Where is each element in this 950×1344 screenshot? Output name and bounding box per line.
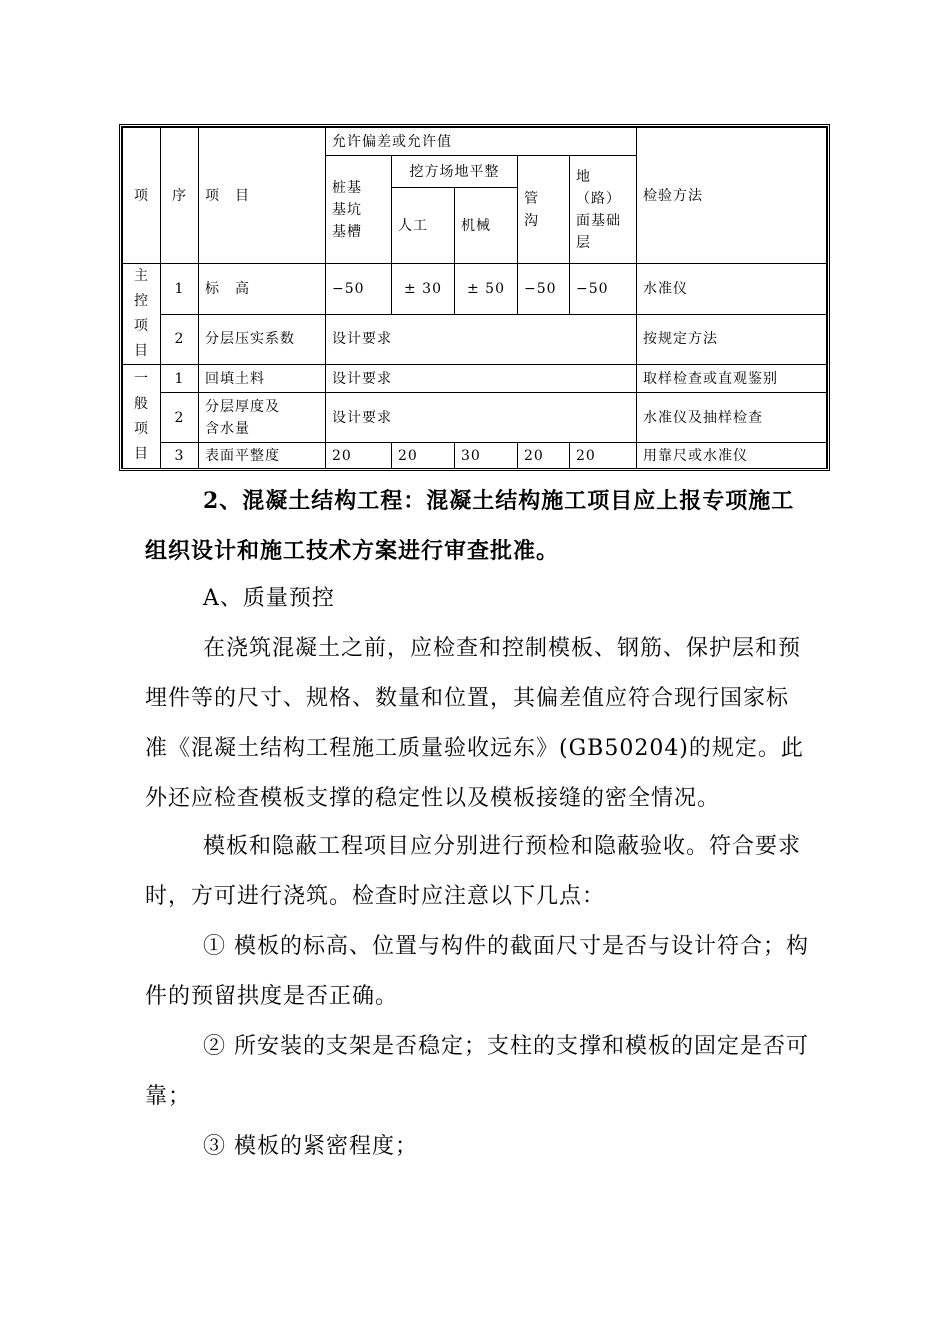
section-heading: 2、混凝土结构工程：混凝土结构施工项目应上报专项施工组织设计和施工技术方案进行审查批准。 xyxy=(145,488,795,564)
cell-machine: ± 50 xyxy=(455,264,518,315)
cell-method: 按规定方法 xyxy=(637,314,827,365)
inspection-table xyxy=(122,127,827,469)
header-project: 项 目 xyxy=(199,128,326,264)
row-item: 回填土料 xyxy=(199,365,326,393)
row-seq: 2 xyxy=(161,393,199,443)
list-item-3: ③ 模板的紧密程度； xyxy=(203,1134,418,1159)
table-header-row xyxy=(123,128,827,156)
cell-merged-requirement: 设计要求 xyxy=(326,314,637,365)
row-item: 表面平整度 xyxy=(199,443,326,469)
header-tolerance-group: 允许偏差或允许值 xyxy=(326,128,637,156)
header-item: 项 xyxy=(123,128,161,264)
cell-pile: −50 xyxy=(326,264,392,315)
cell-merged-requirement: 设计要求 xyxy=(326,393,637,443)
cell-method: 取样检查或直观鉴别 xyxy=(637,365,827,393)
row-seq: 1 xyxy=(161,365,199,393)
cell-method: 水准仪及抽样检查 xyxy=(637,393,827,443)
row-seq: 2 xyxy=(161,314,199,365)
table-row xyxy=(123,443,827,469)
subheading: A、质量预控 xyxy=(203,586,335,611)
cell-method: 用靠尺或水准仪 xyxy=(637,443,827,469)
header-machine: 机械 xyxy=(455,188,518,264)
cell-road: 20 xyxy=(570,443,637,469)
header-pipe-trench: 管 沟 xyxy=(518,156,570,264)
row-seq: 1 xyxy=(161,264,199,315)
inspection-table-frame xyxy=(119,124,830,471)
list-item-1: ① 模板的标高、位置与构件的截面尺寸是否与设计符合；构件的预留拱度是否正确。 xyxy=(145,934,809,1009)
cell-method: 水准仪 xyxy=(637,264,827,315)
general-group-label: 一 般 项 目 xyxy=(123,365,161,469)
header-excavation-group: 挖方场地平整 xyxy=(392,156,518,188)
cell-road: −50 xyxy=(570,264,637,315)
list-item-2: ② 所安装的支架是否稳定；支柱的支撑和模板的固定是否可靠； xyxy=(145,1034,809,1109)
table-row xyxy=(123,365,827,393)
table-row xyxy=(123,314,827,365)
table-row xyxy=(123,264,827,315)
header-seq: 序 xyxy=(161,128,199,264)
paragraph-2: 模板和隐蔽工程项目应分别进行预检和隐蔽验收。符合要求时，方可进行浇筑。检查时应注意以下几点： xyxy=(145,834,802,909)
header-road-base: 地 （路） 面基础 层 xyxy=(570,156,637,264)
table-row xyxy=(123,393,827,443)
cell-manual: ± 30 xyxy=(392,264,455,315)
header-method: 检验方法 xyxy=(637,128,827,264)
row-item: 标 高 xyxy=(199,264,326,315)
cell-manual: 20 xyxy=(392,443,455,469)
main-control-group-label: 主 控 项 目 xyxy=(123,264,161,365)
cell-pile: 20 xyxy=(326,443,392,469)
cell-merged-requirement: 设计要求 xyxy=(326,365,637,393)
cell-pipe: 20 xyxy=(518,443,570,469)
header-pile-pit: 桩基 基坑 基槽 xyxy=(326,156,392,264)
row-item: 分层厚度及 含水量 xyxy=(199,393,326,443)
paragraph-1: 在浇筑混凝土之前，应检查和控制模板、钢筋、保护层和预埋件等的尺寸、规格、数量和位置，其偏差值应符合现行国家标准《混凝土结构工程施工质量验收远东》(GB50204)的规定。此外还应检查模板支撑的稳定性以及模板接缝的密全情况。 xyxy=(145,636,804,811)
row-seq: 3 xyxy=(161,443,199,469)
row-item: 分层压实系数 xyxy=(199,314,326,365)
cell-pipe: −50 xyxy=(518,264,570,315)
header-manual: 人工 xyxy=(392,188,455,264)
cell-machine: 30 xyxy=(455,443,518,469)
